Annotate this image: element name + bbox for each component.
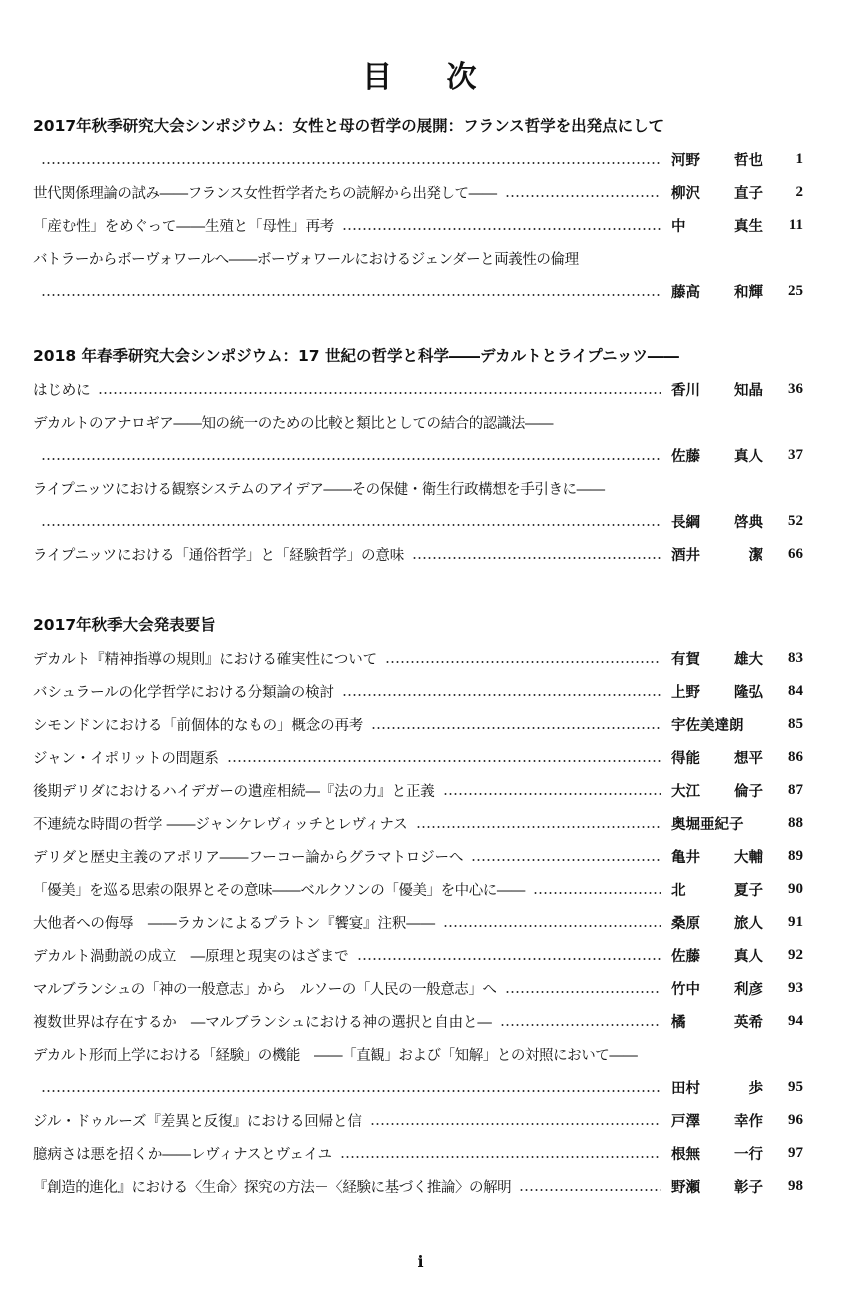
entry-title: デカルトのアナロギア――知の統一のための比較と類比としての結合的認識法―― — [33, 416, 554, 432]
entry-author — [671, 879, 763, 900]
entry-author — [671, 747, 763, 768]
entry-author — [671, 281, 763, 302]
dot-leader — [41, 1090, 661, 1092]
entry-author — [671, 182, 763, 203]
entry-author — [671, 511, 763, 532]
dot-leader — [357, 958, 661, 960]
toc-entry — [33, 1170, 803, 1203]
entry-page: 1 — [795, 151, 803, 167]
toc-entry — [33, 538, 803, 571]
section-heading: 2018 年春季研究大会シンポジウム：17 世紀の哲学と科学――デカルトとライプニッツ―― — [33, 347, 679, 365]
author-name-part: 潔 — [748, 547, 763, 564]
toc-entry — [33, 774, 803, 807]
entry-page: 94 — [788, 1013, 803, 1029]
entry-author — [671, 714, 763, 735]
entry-title: ジル・ドゥルーズ『差異と反復』における回帰と信 — [33, 1114, 362, 1130]
entry-title: ジャン・イポリットの問題系 — [33, 751, 219, 767]
entry-title: 大他者への侮辱 ――ラカンによるプラトン『饗宴』注釈―― — [33, 916, 435, 932]
dot-leader — [340, 1156, 661, 1158]
dot-leader — [443, 925, 661, 927]
entry-page: 88 — [788, 815, 803, 831]
dot-leader — [385, 661, 661, 663]
toc-entry — [33, 143, 803, 176]
toc-entry — [33, 1071, 803, 1104]
author-name-part: 雄大 — [734, 651, 763, 668]
dot-leader — [342, 228, 661, 230]
toc-entry — [33, 439, 803, 472]
author-name-part: 宇佐美達朗 — [671, 717, 744, 734]
entry-title: バシュラールの化学哲学における分類論の検討 — [33, 685, 334, 701]
author-name-part: 長綱 — [671, 514, 700, 531]
toc-entry — [33, 807, 803, 840]
author-name-part: 橘 — [671, 1014, 686, 1031]
toc-entry — [33, 373, 803, 406]
entry-title: デカルト形而上学における「経験」の機能 ――「直観」および「知解」との対照において―― — [33, 1048, 638, 1064]
toc-entry — [33, 708, 803, 741]
toc-entry — [33, 642, 803, 675]
entry-author — [671, 912, 763, 933]
author-name-part: 桑原 — [671, 915, 700, 932]
toc-entry — [33, 505, 803, 538]
entry-author — [671, 813, 763, 834]
author-name-part: 夏子 — [734, 882, 763, 899]
title-char-2: 次 — [446, 60, 479, 95]
entry-page: 91 — [788, 914, 803, 930]
author-name-part: 北 — [671, 882, 686, 899]
author-name-part: 歩 — [748, 1080, 763, 1097]
author-name-part: 哲也 — [734, 152, 763, 169]
entry-author — [671, 681, 763, 702]
toc-entry — [33, 675, 803, 708]
dot-leader — [342, 694, 661, 696]
author-name-part: 和輝 — [734, 284, 763, 301]
author-name-part: 隆弘 — [734, 684, 763, 701]
entry-title: 後期デリダにおけるハイデガーの遺産相続―『法の力』と正義 — [33, 784, 435, 800]
entry-author — [671, 215, 763, 236]
author-name-part: 利彦 — [734, 981, 763, 998]
author-name-part: 中 — [671, 218, 686, 235]
author-name-part: 英希 — [734, 1014, 763, 1031]
entry-author — [671, 780, 763, 801]
author-name-part: 想平 — [734, 750, 763, 767]
entry-page: 93 — [788, 980, 803, 996]
dot-leader — [41, 524, 661, 526]
author-name-part: 竹中 — [671, 981, 700, 998]
entry-page: 25 — [788, 283, 803, 299]
author-name-part: 香川 — [671, 382, 700, 399]
dot-leader — [471, 859, 661, 861]
dot-leader — [505, 195, 661, 197]
entry-page: 97 — [788, 1145, 803, 1161]
entry-author — [671, 544, 763, 565]
toc-entry — [33, 176, 803, 209]
entry-title: 複数世界は存在するか ―マルブランシュにおける神の選択と自由と― — [33, 1015, 492, 1031]
author-name-part: 藤高 — [671, 284, 700, 301]
entry-title: ライプニッツにおける観察システムのアイデア――その保健・衛生行政構想を手引きに―― — [33, 482, 605, 498]
author-name-part: 真人 — [734, 448, 763, 465]
author-name-part: 大輔 — [734, 849, 763, 866]
entry-title: 臆病さは悪を招くか――レヴィナスとヴェイユ — [33, 1147, 332, 1163]
author-name-part: 倫子 — [734, 783, 763, 800]
dot-leader — [416, 826, 661, 828]
entry-page: 90 — [788, 881, 803, 897]
entry-title: デカルト『精神指導の規則』における確実性について — [33, 652, 377, 668]
dot-leader — [533, 892, 661, 894]
toc-entry — [33, 1005, 803, 1038]
author-name-part: 真生 — [734, 218, 763, 235]
author-name-part: 酒井 — [671, 547, 700, 564]
entry-author — [671, 149, 763, 170]
author-name-part: 大江 — [671, 783, 700, 800]
entry-author — [671, 1110, 763, 1131]
page-number: i — [417, 1252, 424, 1271]
entry-page: 89 — [788, 848, 803, 864]
entry-page: 87 — [788, 782, 803, 798]
entry-title: はじめに — [33, 383, 91, 399]
dot-leader — [443, 793, 661, 795]
entry-title: デリダと歴史主義のアポリア――フーコー論からグラマトロジーへ — [33, 850, 464, 866]
toc-entry — [33, 242, 803, 275]
dot-leader — [412, 557, 661, 559]
entry-author — [671, 379, 763, 400]
section-heading: 2017年秋季大会発表要旨 — [33, 616, 216, 634]
author-name-part: 根無 — [671, 1146, 700, 1163]
author-name-part: 上野 — [671, 684, 700, 701]
title-char-1: 目 — [362, 60, 395, 95]
entry-title: デカルト渦動説の成立 ―原理と現実のはざまで — [33, 949, 349, 965]
author-name-part: 田村 — [671, 1080, 700, 1097]
entry-page: 96 — [788, 1112, 803, 1128]
toc-entry — [33, 406, 803, 439]
dot-leader — [41, 162, 661, 164]
entry-author — [671, 1176, 763, 1197]
entry-page: 85 — [788, 716, 803, 732]
toc-entry — [33, 906, 803, 939]
entry-author — [671, 846, 763, 867]
entry-page: 36 — [788, 381, 803, 397]
dot-leader — [98, 392, 661, 394]
author-name-part: 直子 — [734, 185, 763, 202]
author-name-part: 真人 — [734, 948, 763, 965]
entry-author — [671, 1077, 763, 1098]
author-name-part: 啓典 — [734, 514, 763, 531]
entry-author — [671, 445, 763, 466]
entry-title: 『創造的進化』における〈生命〉探究の方法－〈経験に基づく推論〉の解明 — [33, 1180, 512, 1196]
dot-leader — [370, 1123, 661, 1125]
toc-entry — [33, 275, 803, 308]
dot-leader — [227, 760, 661, 762]
author-name-part: 幸作 — [734, 1113, 763, 1130]
toc-section — [33, 110, 803, 308]
dot-leader — [519, 1189, 661, 1191]
entry-title: バトラーからボーヴォワールへ――ボーヴォワールにおけるジェンダーと両義性の倫理 — [33, 252, 579, 268]
author-name-part: 奥堀亜紀子 — [671, 816, 744, 833]
entry-page: 92 — [788, 947, 803, 963]
toc-entry — [33, 209, 803, 242]
entry-page: 37 — [788, 447, 803, 463]
entry-page: 95 — [788, 1079, 803, 1095]
section-heading: 2017年秋季研究大会シンポジウム：女性と母の哲学の展開：フランス哲学を出発点にして — [33, 117, 665, 135]
entry-title: シモンドンにおける「前個体的なもの」概念の再考 — [33, 718, 364, 734]
entry-title: 不連続な時間の哲学 ――ジャンケレヴィッチとレヴィナス — [33, 817, 408, 833]
author-name-part: 佐藤 — [671, 448, 700, 465]
author-name-part: 佐藤 — [671, 948, 700, 965]
author-name-part: 一行 — [734, 1146, 763, 1163]
dot-leader — [500, 1024, 661, 1026]
toc-entry — [33, 1038, 803, 1071]
entry-author — [671, 945, 763, 966]
entry-page: 98 — [788, 1178, 803, 1194]
entry-page: 66 — [788, 546, 803, 562]
entry-page: 2 — [795, 184, 803, 200]
author-name-part: 有賀 — [671, 651, 700, 668]
author-name-part: 知晶 — [734, 382, 763, 399]
toc-entry — [33, 873, 803, 906]
entry-title: ライプニッツにおける「通俗哲学」と「経験哲学」の意味 — [33, 548, 405, 564]
toc-section — [33, 609, 803, 1203]
toc-entry — [33, 972, 803, 1005]
entry-title: 世代関係理論の試み――フランス女性哲学者たちの読解から出発して―― — [33, 186, 497, 202]
entry-page: 86 — [788, 749, 803, 765]
toc-entry — [33, 1104, 803, 1137]
page-title — [0, 52, 841, 96]
author-name-part: 旅人 — [734, 915, 763, 932]
entry-page: 83 — [788, 650, 803, 666]
entry-page: 84 — [788, 683, 803, 699]
author-name-part: 柳沢 — [671, 185, 700, 202]
entry-page: 52 — [788, 513, 803, 529]
dot-leader — [505, 991, 662, 993]
author-name-part: 得能 — [671, 750, 700, 767]
entry-author — [671, 1011, 763, 1032]
entry-page: 11 — [788, 217, 803, 233]
entry-author — [671, 648, 763, 669]
toc-entry — [33, 1137, 803, 1170]
toc-section — [33, 340, 803, 571]
author-name-part: 河野 — [671, 152, 700, 169]
author-name-part: 亀井 — [671, 849, 700, 866]
dot-leader — [41, 294, 661, 296]
toc-entry — [33, 939, 803, 972]
toc-entry — [33, 840, 803, 873]
dot-leader — [41, 458, 661, 460]
entry-author — [671, 978, 763, 999]
toc-entry — [33, 472, 803, 505]
dot-leader — [371, 727, 661, 729]
entry-title: マルブランシュの「神の一般意志」から ルソーの「人民の一般意志」へ — [33, 982, 497, 998]
author-name-part: 戸澤 — [671, 1113, 700, 1130]
author-name-part: 彰子 — [734, 1179, 763, 1196]
entry-title: 「優美」を巡る思索の限界とその意味――ベルクソンの「優美」を中心に―― — [33, 883, 525, 899]
entry-title: 「産む性」をめぐって――生殖と「母性」再考 — [33, 219, 335, 235]
entry-author — [671, 1143, 763, 1164]
toc-entry — [33, 741, 803, 774]
author-name-part: 野瀬 — [671, 1179, 700, 1196]
